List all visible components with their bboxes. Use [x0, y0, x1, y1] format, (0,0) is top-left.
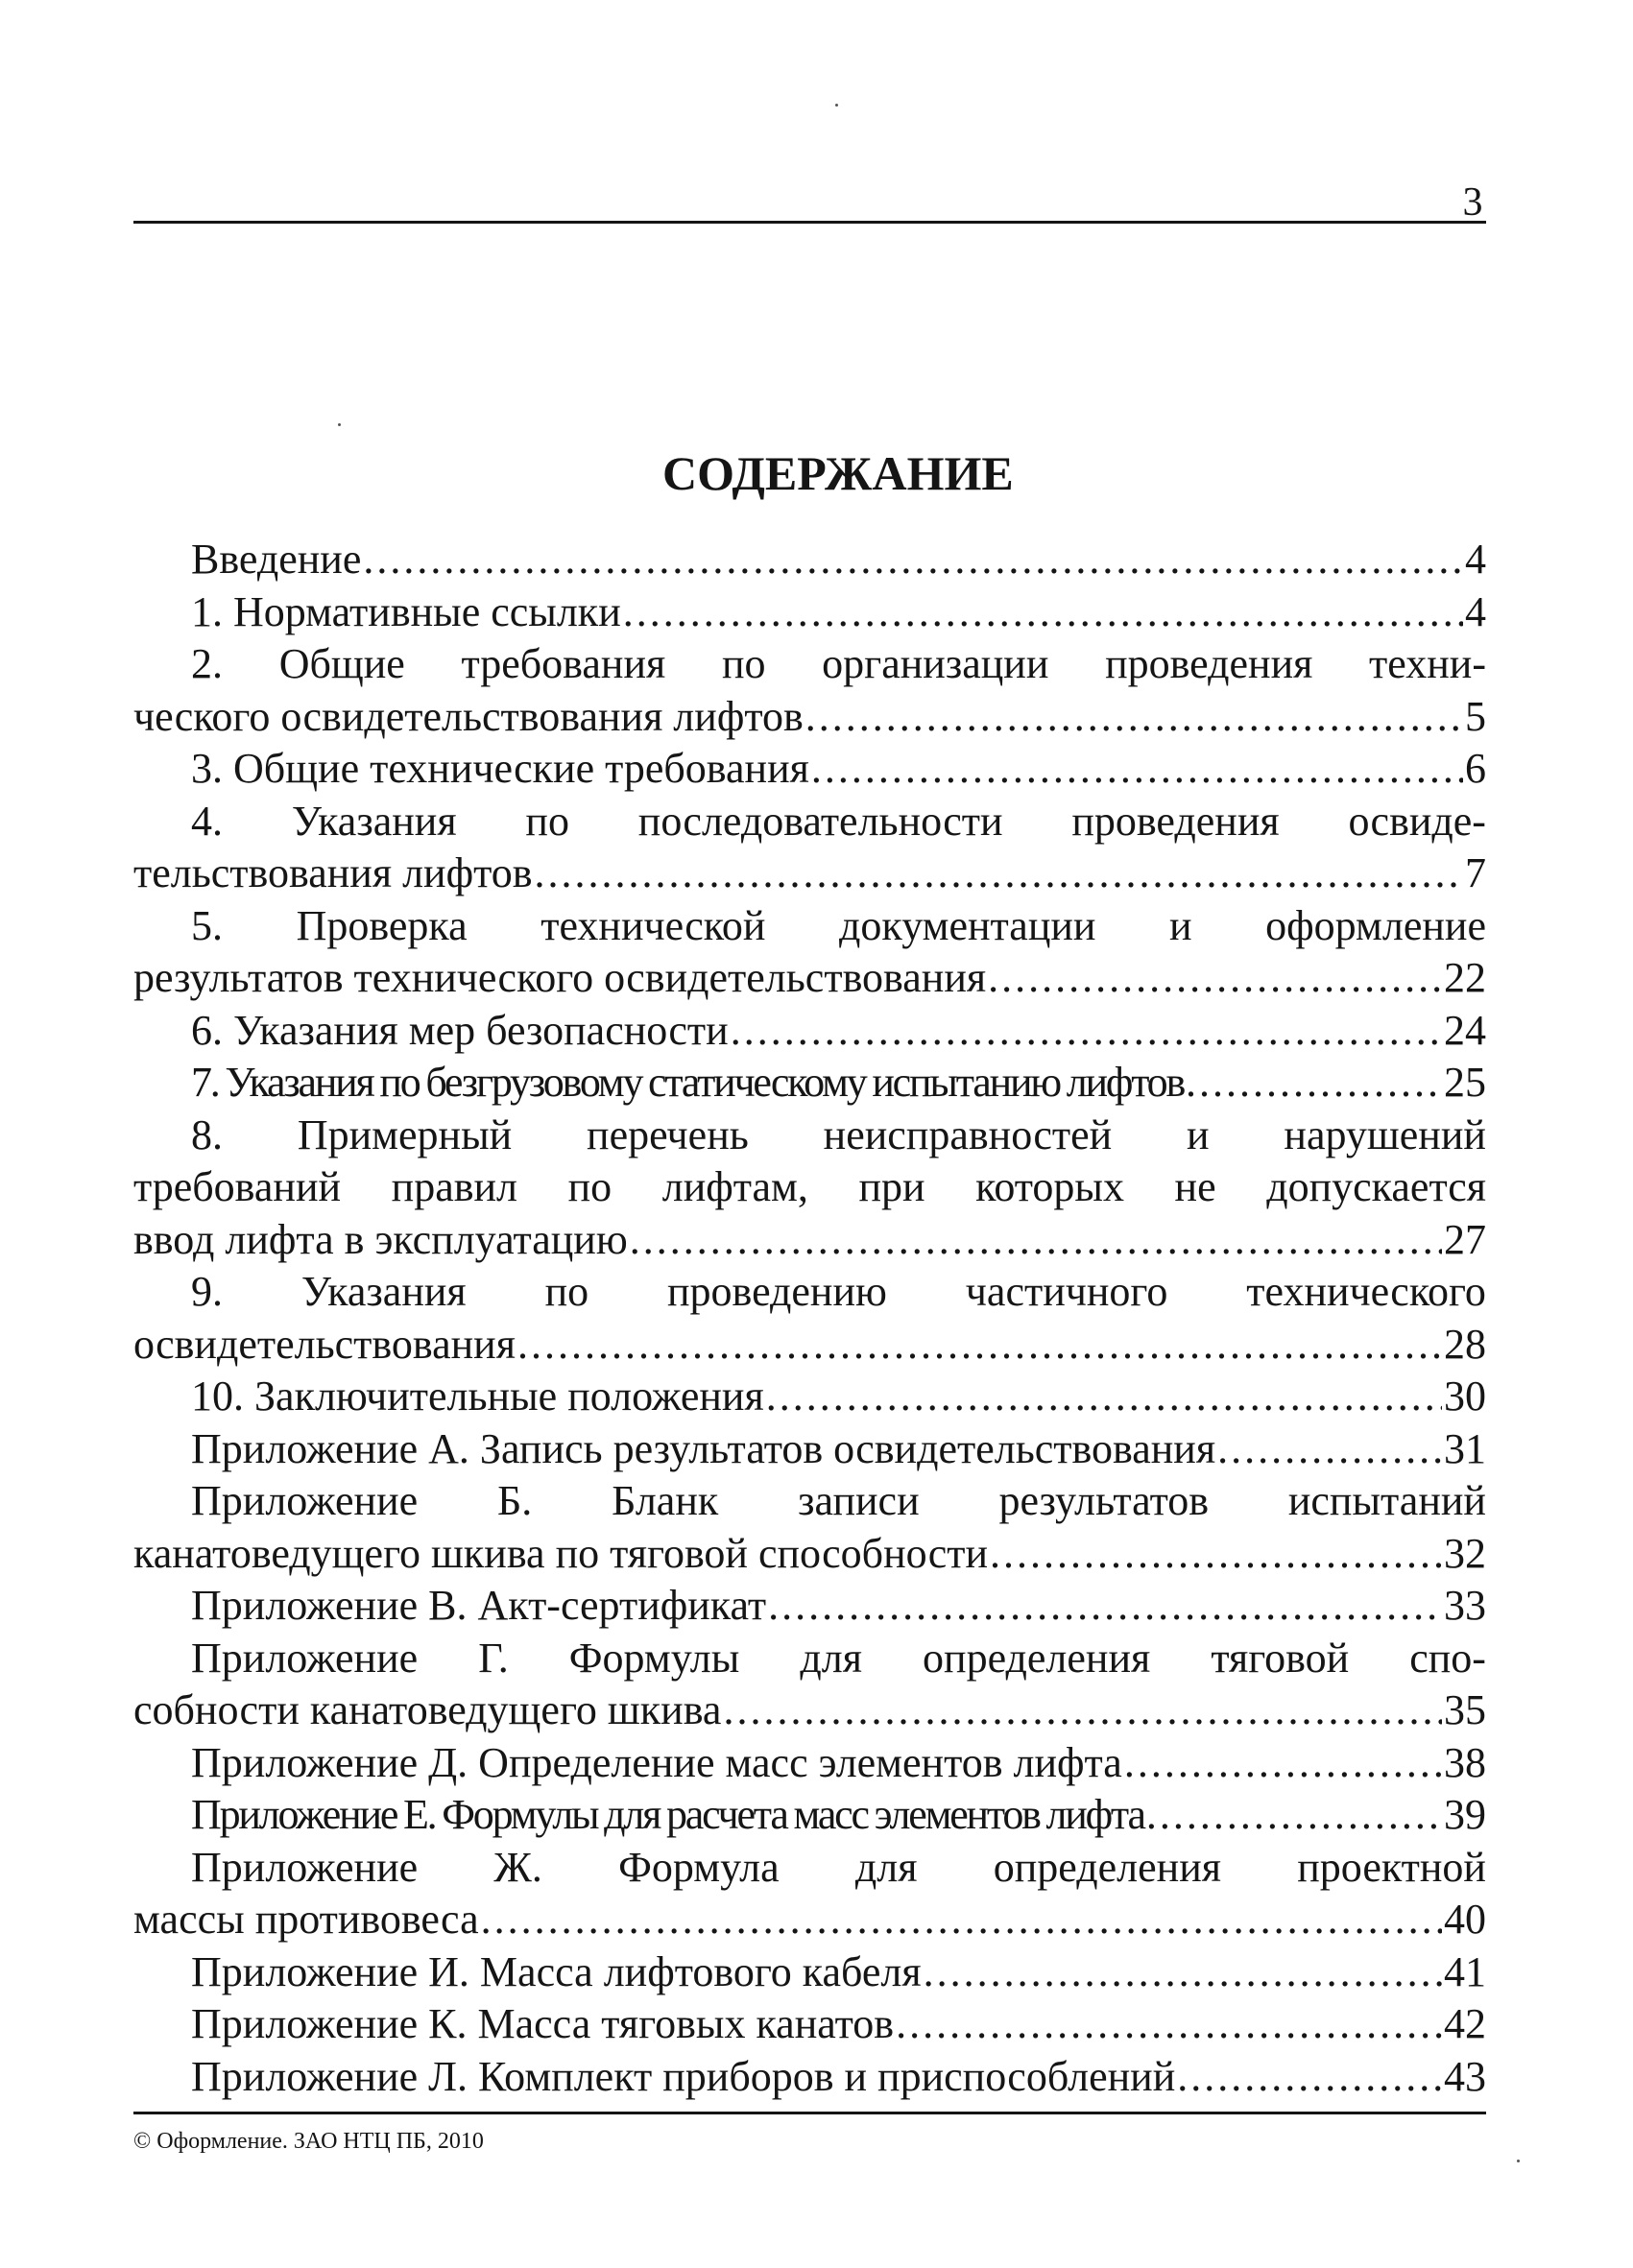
copyright-footer: © Оформление. ЗАО НТЦ ПБ, 2010 [133, 2129, 484, 2154]
toc-entry-line [133, 691, 1486, 744]
toc-entry-text: ввод лифта в эксплуатацию [133, 1215, 628, 1263]
toc-entry-line: требований правил по лифтам, при которых не допускается [133, 1163, 1486, 1210]
dot-leader [731, 1005, 1442, 1058]
toc-page-number: 6 [1465, 745, 1486, 792]
toc-entry-text: 7. Указания по безгрузовому статическому испытанию лифтов [191, 1059, 1185, 1106]
dot-leader [535, 848, 1463, 900]
dot-leader [1146, 1789, 1442, 1842]
toc-entry [133, 1110, 1486, 1267]
toc-page-number: 25 [1444, 1059, 1486, 1106]
toc-page-number: 43 [1444, 2052, 1486, 2100]
toc-entry-text: собности канатоведущего шкива [133, 1686, 722, 1733]
toc-entry [133, 586, 1486, 639]
toc-entry-line [133, 586, 1486, 639]
dot-leader [811, 743, 1463, 796]
toc-entry [133, 1580, 1486, 1633]
toc-entry-line: 2. Общие требования по организации проведения техни- [191, 640, 1486, 687]
toc-entry-line [133, 1998, 1486, 2051]
header-rule [133, 221, 1486, 224]
toc-entry-line [133, 1214, 1486, 1267]
toc-entry [133, 1946, 1486, 1999]
toc-entry-line: 9. Указания по проведению частичного технического [191, 1268, 1486, 1315]
toc-entry-text: Приложение Д. Определение масс элементов лифта [191, 1738, 1122, 1786]
toc-entry-line [133, 1005, 1486, 1058]
toc-page-number: 24 [1444, 1006, 1486, 1054]
toc-title: СОДЕРЖАНИЕ [662, 446, 1014, 500]
toc-entry-line [133, 1423, 1486, 1476]
toc-entry [133, 1633, 1486, 1737]
dot-leader [1186, 1057, 1442, 1110]
toc-entry-text: массы противовеса [133, 1896, 479, 1943]
toc-entry-text: Приложение Л. Комплект приборов и приспособлений [191, 2052, 1176, 2100]
scan-speck [338, 423, 341, 426]
toc-page-number: 35 [1444, 1686, 1486, 1733]
toc-entry-line [133, 2051, 1486, 2104]
toc-entry-line [133, 1946, 1486, 1999]
toc-entry [133, 796, 1486, 900]
toc-entry-line [133, 1580, 1486, 1633]
dot-leader [805, 691, 1463, 744]
scan-speck [1517, 2160, 1520, 2162]
dot-leader [363, 534, 1463, 586]
toc-entry-text: Приложение И. Масса лифтового кабеля [191, 1947, 922, 1995]
toc-entry [133, 1423, 1486, 1476]
dot-leader [990, 1528, 1442, 1581]
toc-entry [133, 1266, 1486, 1371]
toc-entry-text: тельствования лифтов [133, 849, 533, 896]
toc-entry-text: результатов технического освидетельствования [133, 954, 987, 1001]
dot-leader [1177, 2051, 1442, 2104]
toc-entry-line: 4. Указания по последовательности проведения освиде- [191, 797, 1486, 845]
toc-entry-text: Приложение А. Запись результатов освидетельствования [191, 1424, 1216, 1472]
toc-page-number: 39 [1444, 1791, 1486, 1838]
dot-leader [481, 1894, 1442, 1946]
toc-entry-line [133, 1057, 1486, 1110]
toc-entry [133, 2051, 1486, 2104]
toc-entry-line: 5. Проверка технической документации и оформление [191, 901, 1486, 949]
toc-page-number: 31 [1444, 1424, 1486, 1472]
toc-entry-line [133, 1737, 1486, 1790]
toc-page-number: 42 [1444, 2000, 1486, 2047]
toc-entry-line [133, 1528, 1486, 1581]
toc-entry-line: Приложение Б. Бланк записи результатов испытаний [191, 1477, 1486, 1524]
dot-leader [1124, 1737, 1442, 1790]
toc-entry [133, 1475, 1486, 1580]
toc-page-number: 41 [1444, 1947, 1486, 1995]
toc-entry-text: ческого освидетельствования лифтов [133, 692, 804, 740]
toc-page-number: 4 [1465, 536, 1486, 583]
scan-speck [835, 104, 838, 107]
table-of-contents [133, 534, 1486, 2103]
dot-leader [766, 1371, 1442, 1423]
toc-entry [133, 900, 1486, 1005]
toc-entry-text: 1. Нормативные ссылки [191, 587, 621, 635]
toc-entry [133, 743, 1486, 796]
toc-entry [133, 1371, 1486, 1423]
toc-entry-line: 8. Примерный перечень неисправностей и нарушений [191, 1110, 1486, 1158]
dot-leader [768, 1580, 1442, 1633]
toc-entry-text: Приложение К. Масса тяговых канатов [191, 2000, 895, 2047]
dot-leader [517, 1319, 1442, 1372]
page-number: 3 [1462, 180, 1483, 225]
dot-leader [924, 1946, 1442, 1999]
toc-page-number: 22 [1444, 954, 1486, 1001]
toc-entry-line [133, 848, 1486, 900]
toc-entry-text: 3. Общие технические требования [191, 745, 809, 792]
dot-leader [630, 1214, 1442, 1267]
toc-entry-text: 10. Заключительные положения [191, 1373, 764, 1420]
dot-leader [1217, 1423, 1442, 1476]
toc-entry-text: Приложение Е. Формулы для расчета масс элементов лифта [191, 1791, 1144, 1838]
toc-page-number: 28 [1444, 1320, 1486, 1368]
toc-entry-text: освидетельствования [133, 1320, 516, 1368]
toc-entry [133, 1737, 1486, 1790]
toc-entry-text: 6. Указания мер безопасности [191, 1006, 729, 1054]
toc-entry [133, 1057, 1486, 1110]
toc-entry-line [133, 534, 1486, 586]
toc-entry-line: Приложение Г. Формулы для определения тяговой спо- [191, 1634, 1486, 1682]
toc-page-number: 5 [1465, 692, 1486, 740]
toc-entry-text: канатоведущего шкива по тяговой способности [133, 1529, 989, 1577]
toc-entry [133, 1789, 1486, 1842]
toc-entry [133, 534, 1486, 586]
toc-entry-text: Приложение В. Акт-сертификат [191, 1582, 767, 1629]
dot-leader [988, 952, 1442, 1005]
toc-entry-line [133, 743, 1486, 796]
toc-page-number: 7 [1465, 849, 1486, 896]
toc-page-number: 30 [1444, 1373, 1486, 1420]
dot-leader [723, 1684, 1442, 1737]
toc-entry [133, 638, 1486, 743]
toc-entry [133, 1998, 1486, 2051]
toc-entry-text: Введение [191, 536, 362, 583]
toc-entry-line [133, 1684, 1486, 1737]
toc-entry [133, 1005, 1486, 1058]
toc-page-number: 27 [1444, 1215, 1486, 1263]
toc-page-number: 33 [1444, 1582, 1486, 1629]
toc-entry-line: Приложение Ж. Формула для определения проектной [191, 1843, 1486, 1891]
footer-rule [133, 2112, 1486, 2114]
toc-entry-line [133, 952, 1486, 1005]
toc-entry-line [133, 1894, 1486, 1946]
dot-leader [623, 586, 1463, 639]
toc-entry-line [133, 1371, 1486, 1423]
toc-page-number: 32 [1444, 1529, 1486, 1577]
toc-entry [133, 1842, 1486, 1946]
toc-page-number: 38 [1444, 1738, 1486, 1786]
toc-page-number: 4 [1465, 587, 1486, 635]
toc-entry-line [133, 1319, 1486, 1372]
dot-leader [896, 1998, 1442, 2051]
toc-page-number: 40 [1444, 1896, 1486, 1943]
toc-entry-line [133, 1789, 1486, 1842]
